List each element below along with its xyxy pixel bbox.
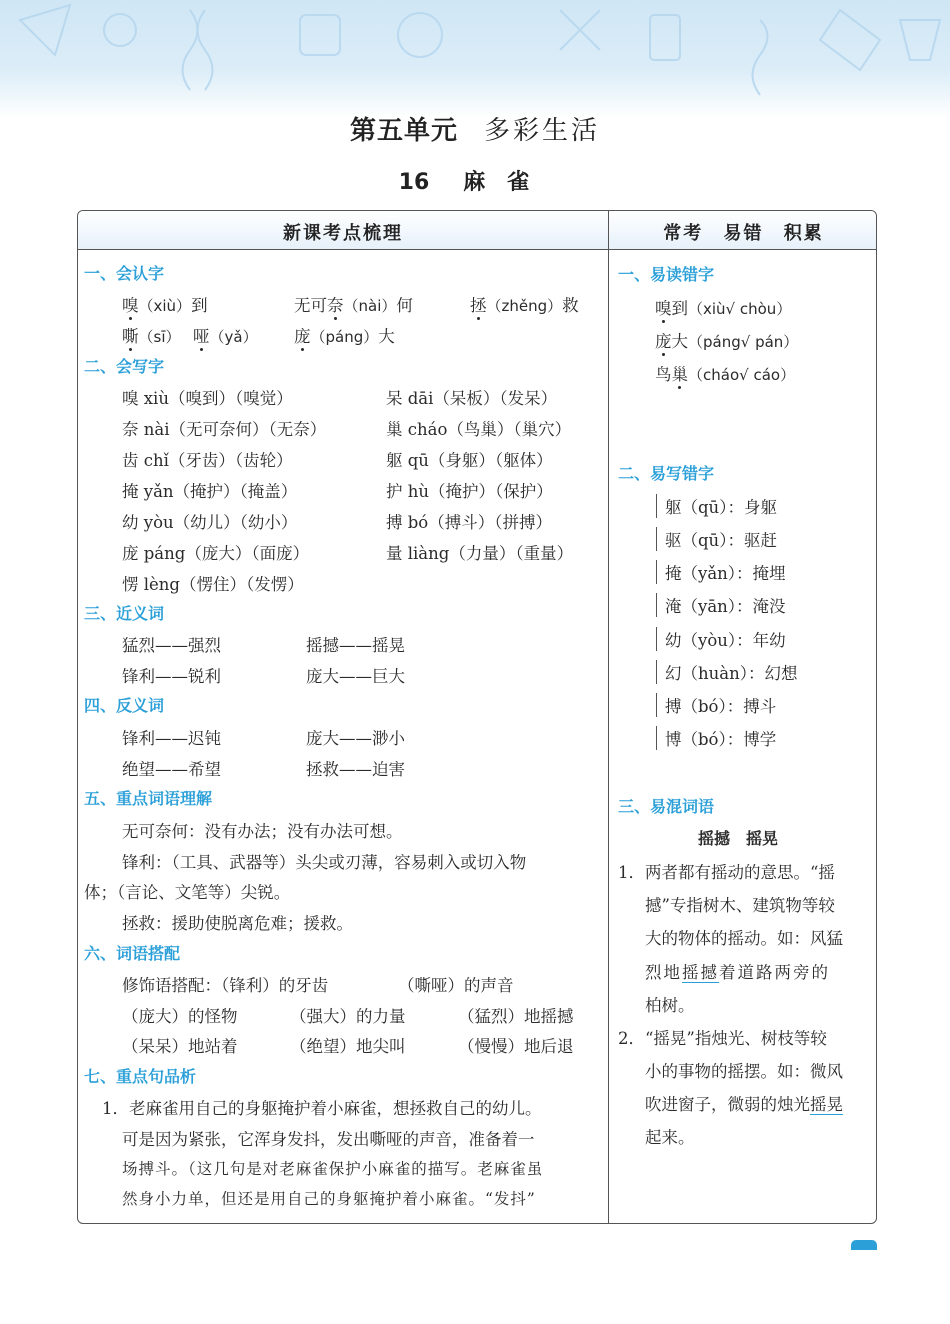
miswrite-item: 幻（huàn）：幻想 [656,660,797,684]
collocation-lead: 修饰语搭配：（锋利）的牙齿 [122,976,329,995]
column-divider [608,211,609,1223]
section-key-words-title: 五、重点词语理解 [84,789,213,808]
miswrite-item: 驱（qū）：驱赶 [656,527,777,551]
antonym-item: 拯救——迫害 [306,760,405,779]
left-column-title: 新课考点梳理 [283,223,403,244]
underlined-word: 摇晃 [810,1095,843,1114]
miswrite-item: 淹（yān）：淹没 [656,593,786,617]
write-item: 巢 cháo（鸟巢）（巢穴） [386,420,572,439]
miswrite-item: 博（bó）：博学 [656,726,776,750]
write-item: 愣 lèng（愣住）（发愣） [122,575,304,594]
recognize-item: 拯（zhěng）救 [470,296,579,315]
key-word-def: 无可奈何：没有办法；没有办法可想。 [122,822,403,841]
confusable-text: 起来。 [645,1128,695,1147]
collocation-item: （绝望）地尖叫 [290,1037,406,1056]
section-collocation-title: 六、词语搭配 [84,944,181,963]
synonym-item: 庞大——巨大 [306,667,405,686]
underlined-word: 摇撼 [682,963,719,982]
dna-icon-2 [753,20,768,95]
unit-subtitle: 多彩生活 [484,116,601,146]
lightbulb-icon [104,14,136,46]
section-sentence-title: 七、重点句品析 [84,1067,197,1086]
confusable-text: 小的事物的摇摆。如：微风 [645,1062,843,1081]
recognize-item: 无可奈（nài）何 [294,296,413,315]
confusable-text: 大的物体的摇动。如：风猛 [645,929,843,948]
section-synonyms-title: 三、近义词 [84,604,165,623]
sentence-note-line: 然身小力单，但还是用自己的身躯掩护着小麻雀。“发抖” [122,1190,536,1208]
recognize-item: 嘶（sī） [122,327,181,346]
write-item: 嗅 xiù（嗅到）（嗅觉） [122,389,293,408]
write-item: 躯 qū（身躯）（躯体） [386,451,553,470]
unit-title [0,110,950,147]
section-recognize-title: 一、会认字 [84,264,165,283]
confusable-text: 烈地摇撼着道路两旁的 [645,963,830,982]
confusable-pair: 摇撼 摇晃 [698,829,779,848]
write-item: 呆 dāi（呆板）（发呆） [386,389,558,408]
sentence-line: 可是因为紧张，它浑身发抖，发出嘶哑的声音，准备着一 [122,1130,535,1149]
frame-header [78,211,876,250]
sentence-line: 1．老麻雀用自己的身躯掩护着小麻雀，想拯救自己的幼儿。 [102,1099,542,1118]
miswrite-item: 搏（bó）：搏斗 [656,693,776,717]
misread-item: 嗅到（xiù√ chòu） [655,299,792,318]
section-antonyms-title: 四、反义词 [84,696,165,715]
recognize-item: 嗅（xiù）到 [122,296,208,315]
antonym-item: 绝望——希望 [122,760,221,779]
collocation-item: （猛烈）地摇撼 [458,1007,574,1026]
recognize-item: 庞（páng）大 [294,327,395,346]
miswrite-item: 躯（qū）：身躯 [656,494,777,518]
miswrite-item: 掩（yǎn）：掩埋 [656,560,786,584]
lesson-name: 麻雀 [463,170,552,195]
confusable-text: 撼”专指树木、建筑物等较 [645,896,835,915]
page-number-tab [851,1240,877,1250]
section-write-title: 二、会写字 [84,357,165,376]
lesson-number: 16 [398,170,430,195]
misread-item: 鸟巢（cháo√ cáo） [655,365,796,384]
collocation-item: （强大）的力量 [290,1007,406,1026]
tools-icon [560,10,600,50]
write-item: 护 hù（掩护）（保护） [386,482,553,501]
synonym-item: 锋利——锐利 [122,667,221,686]
sentence-note-line: 场搏斗。（这几句是对老麻雀保护小麻雀的描写。老麻雀虽 [122,1160,544,1178]
top-banner [0,0,950,118]
confusable-text: 吹进窗子，微弱的烛光摇晃 [645,1095,843,1114]
misread-item: 庞大（páng√ pán） [655,332,799,351]
confusable-text: 1．两者都有摇动的意思。“摇 [618,863,835,882]
confusable-text: 柏树。 [645,996,695,1015]
collocation-item: （慢慢）地后退 [458,1037,574,1056]
recognize-item: 哑（yǎ） [193,327,258,346]
lesson-title [0,165,950,196]
key-word-def: 拯救：援助使脱离危难；援救。 [122,914,353,933]
collocation-item: （嘶哑）的声音 [398,976,514,995]
antonym-item: 庞大——渺小 [306,729,405,748]
synonym-item: 摇撼——摇晃 [306,636,405,655]
key-word-def: 锋利：（工具、武器等）头尖或刃薄，容易刺入或切入物 [122,853,527,872]
write-item: 奈 nài（无可奈何）（无奈） [122,420,327,439]
collocation-item: （呆呆）地站着 [122,1037,238,1056]
unit-label: 第五单元 [349,116,458,146]
phone-icon [650,15,680,60]
write-item: 量 liàng（力量）（重量） [386,544,574,563]
write-item: 齿 chǐ（牙齿）（齿轮） [122,451,293,470]
section-misread-title: 一、易读错字 [618,265,715,284]
dna-icon [183,10,198,90]
write-item: 幼 yòu（幼儿）（幼小） [122,513,298,532]
synonym-item: 猛烈——强烈 [122,636,221,655]
write-item: 庞 páng（庞大）（面庞） [122,544,310,563]
paper-plane-icon [20,5,70,55]
book-icon [820,10,880,70]
key-word-def: 体；（言论、文笔等）尖锐。 [84,883,291,902]
write-item: 搏 bó（搏斗）（拼搏） [386,513,552,532]
banner-doodles [0,0,950,118]
section-miswrite-title: 二、易写错字 [618,464,715,483]
content-frame [77,210,877,1224]
right-column-title: 常考 易错 积累 [663,223,824,244]
ball-icon [398,13,442,57]
flask-icon [900,20,940,60]
collocation-item: （庞大）的怪物 [122,1007,238,1026]
confusable-text: 2．“摇晃”指烛光、树枝等较 [618,1029,827,1048]
antonym-item: 锋利——迟钝 [122,729,221,748]
section-confusable-title: 三、易混词语 [618,797,715,816]
miswrite-item: 幼（yòu）：年幼 [656,627,786,651]
disk-icon [300,15,340,55]
write-item: 掩 yǎn（掩护）（掩盖） [122,482,298,501]
